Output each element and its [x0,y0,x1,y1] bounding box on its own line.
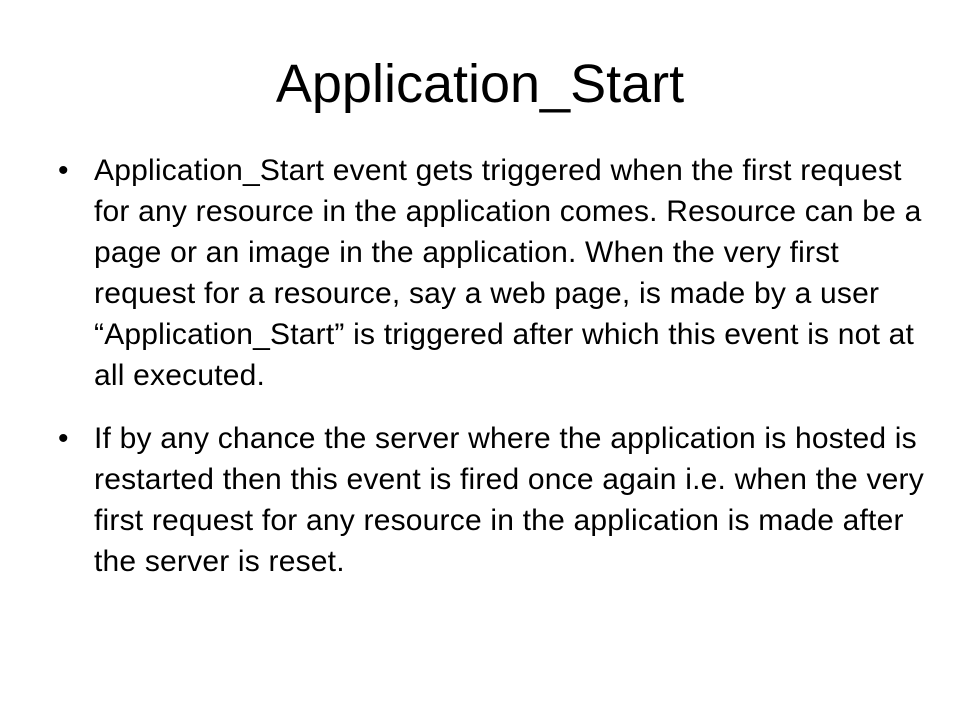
bullet-text: If by any chance the server where the application is hosted is restarted then this event is fired once again i.e. when the very first request for any resource in the application is made after the server is reset. [94,422,924,578]
bullet-text: Application_Start event gets triggered when the first request for any resource in the application comes. Resource can be a page or an image in the application. When the very first request for a resource, say a web page, is made by a user “Application_Start” is triggered after which this event is not at all executed. [94,154,922,392]
bullet-item [58,418,928,582]
slide-title: Application_Start [275,54,685,114]
bullet-item [58,150,928,396]
bullet-icon: • [58,422,69,455]
bullet-list [58,150,928,582]
bullet-icon: • [58,154,69,187]
